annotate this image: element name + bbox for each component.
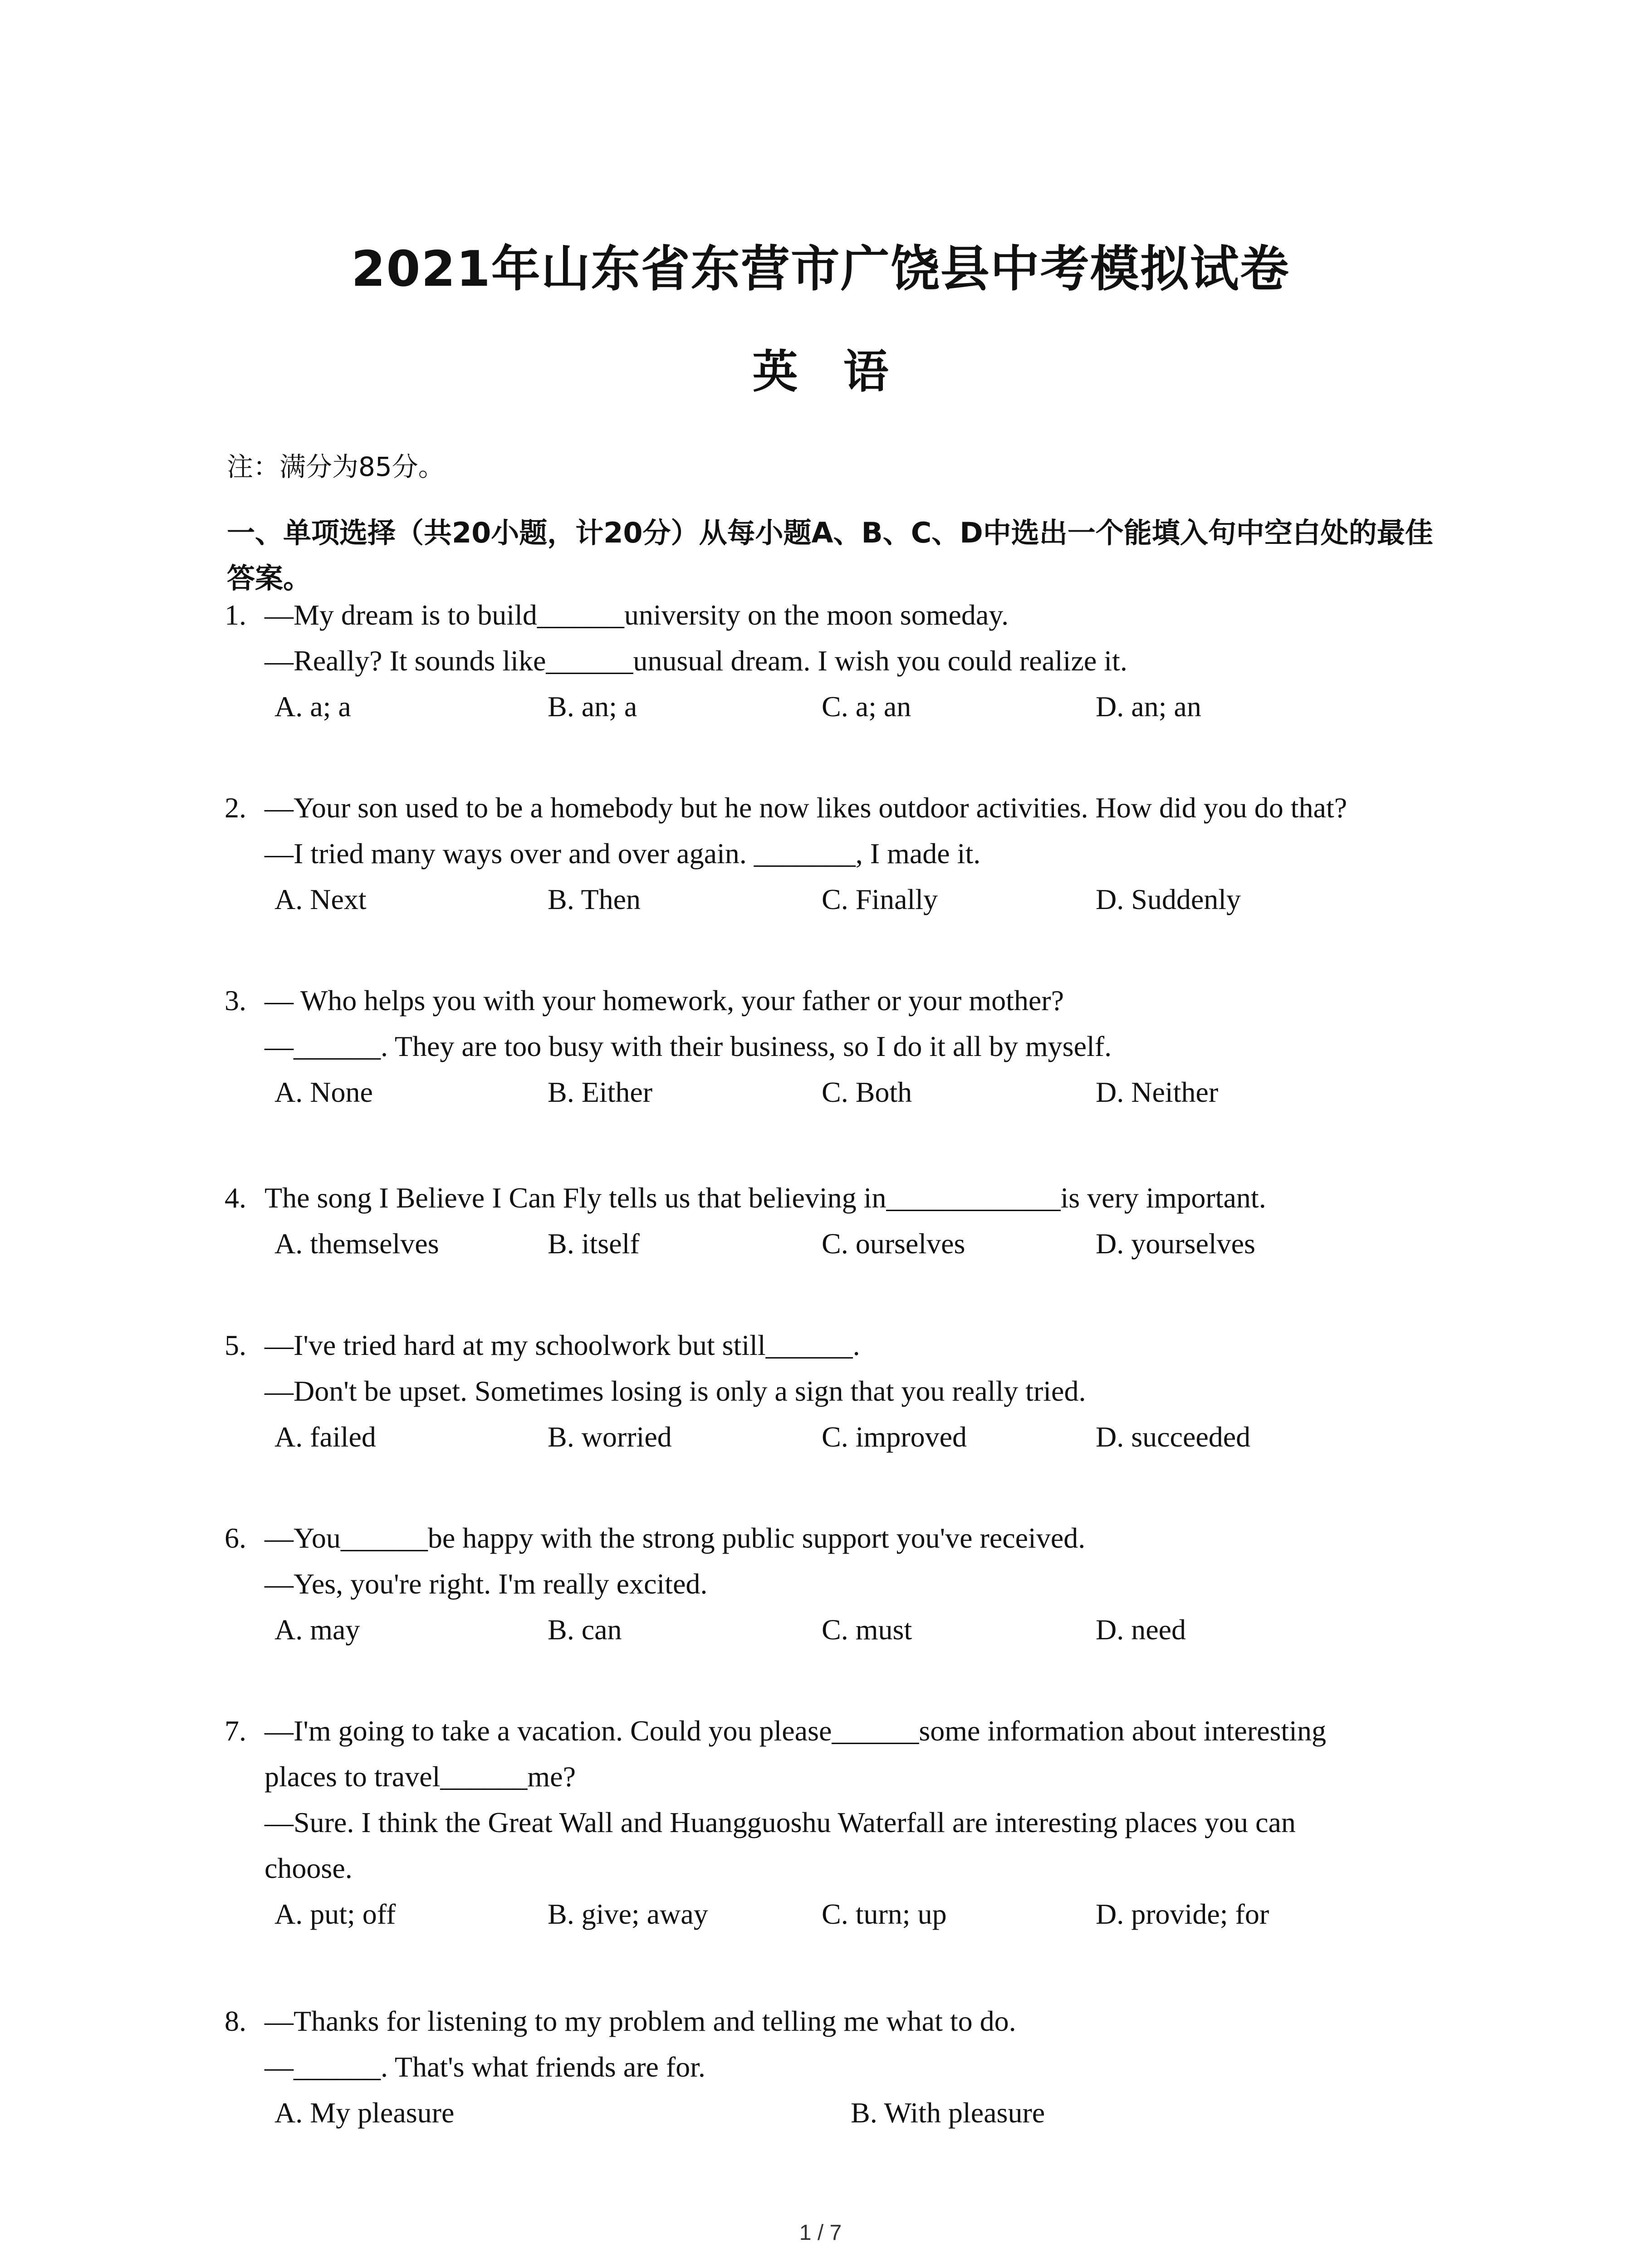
- question-item: [225, 1175, 1450, 1266]
- question-line: [225, 978, 1450, 1023]
- question-text: —You______be happy with the strong public support you've received.: [265, 1522, 1086, 1554]
- question-text: places to travel______me?: [265, 1760, 576, 1793]
- answer-option: B. Then: [548, 883, 641, 915]
- question-line: [225, 638, 1450, 684]
- answer-options: [225, 1607, 1450, 1652]
- question-text: —I'm going to take a vacation. Could you please______some information about interesting: [265, 1715, 1326, 1747]
- exam-title: 2021年山东省东营市广饶县中考模拟试卷: [351, 241, 1290, 298]
- question-line: [225, 1322, 1450, 1368]
- answer-option: B. can: [548, 1613, 622, 1646]
- question-line: [225, 831, 1450, 876]
- question-text: —Thanks for listening to my problem and telling me what to do.: [265, 2005, 1016, 2037]
- question-line: [225, 1799, 1450, 1845]
- question-item: [225, 1515, 1450, 1652]
- question-line: [225, 785, 1450, 831]
- question-text: —Yes, you're right. I'm really excited.: [265, 1568, 708, 1600]
- answer-option: C. must: [822, 1613, 912, 1646]
- question-number: 7.: [225, 1715, 246, 1747]
- question-text: —Your son used to be a homebody but he now likes outdoor activities. How did you do that?: [265, 792, 1347, 824]
- section-heading: 一、单项选择（共20小题，计20分）从每小题A、B、C、D中选出一个能填入句中空白处的最佳答案。: [227, 516, 1433, 595]
- question-line: [225, 1368, 1450, 1414]
- question-line: [225, 2044, 1450, 2090]
- question-line: [225, 1845, 1450, 1891]
- answer-option: A. may: [274, 1613, 360, 1646]
- answer-option: A. None: [274, 1076, 373, 1108]
- answer-option: A. a; a: [274, 690, 351, 723]
- question-text: —My dream is to build______university on the moon someday.: [265, 599, 1009, 631]
- question-line: [225, 1708, 1450, 1754]
- answer-option: B. Either: [548, 1076, 653, 1108]
- question-text: The song I Believe I Can Fly tells us that believing in____________is very important.: [265, 1182, 1266, 1214]
- question-text: choose.: [265, 1852, 353, 1884]
- answer-option: D. Suddenly: [1096, 883, 1241, 915]
- answer-option: C. improved: [822, 1421, 967, 1453]
- question-text: — Who helps you with your homework, your father or your mother?: [265, 984, 1064, 1017]
- answer-option: B. an; a: [548, 690, 637, 723]
- question-line: [225, 1998, 1450, 2044]
- question-item: [225, 1708, 1450, 1937]
- answer-option: C. ourselves: [822, 1227, 965, 1260]
- answer-option: A. My pleasure: [274, 2097, 455, 2129]
- answer-option: C. turn; up: [822, 1898, 947, 1930]
- answer-option: B. itself: [548, 1227, 640, 1260]
- answer-option: C. Both: [822, 1076, 912, 1108]
- answer-options: [225, 1414, 1450, 1460]
- question-number: 4.: [225, 1182, 246, 1214]
- question-item: [225, 978, 1450, 1115]
- question-item: [225, 592, 1450, 729]
- score-note: 注：满分为85分。: [227, 451, 445, 482]
- question-line: [225, 592, 1450, 638]
- question-line: [225, 1023, 1450, 1069]
- question-line: [225, 1175, 1450, 1221]
- question-number: 6.: [225, 1522, 246, 1554]
- question-text: —Really? It sounds like______unusual dream. I wish you could realize it.: [265, 645, 1127, 677]
- question-item: [225, 785, 1450, 922]
- answer-option: A. Next: [274, 883, 367, 915]
- answer-option: D. an; an: [1096, 690, 1201, 723]
- answer-option: B. give; away: [548, 1898, 708, 1930]
- answer-options: [225, 876, 1450, 922]
- answer-options: [225, 684, 1450, 729]
- answer-option: D. provide; for: [1096, 1898, 1269, 1930]
- answer-options: [225, 1221, 1450, 1266]
- answer-options: [225, 1891, 1450, 1937]
- question-item: [225, 1998, 1450, 2136]
- answer-option: D. yourselves: [1096, 1227, 1255, 1260]
- question-number: 3.: [225, 984, 246, 1017]
- question-item: [225, 1322, 1450, 1460]
- question-number: 5.: [225, 1329, 246, 1361]
- question-text: —Sure. I think the Great Wall and Huangguoshu Waterfall are interesting places you can: [265, 1806, 1296, 1838]
- answer-option: C. a; an: [822, 690, 911, 723]
- question-text: —______. That's what friends are for.: [265, 2051, 705, 2083]
- question-number: 1.: [225, 599, 246, 631]
- question-line: [225, 1561, 1450, 1607]
- page-number: 1 / 7: [799, 2221, 842, 2245]
- subject-title: 英 语: [752, 345, 889, 398]
- answer-option: C. Finally: [822, 883, 938, 915]
- question-text: —I've tried hard at my schoolwork but still______.: [265, 1329, 860, 1361]
- answer-option: A. failed: [274, 1421, 376, 1453]
- answer-option: A. themselves: [274, 1227, 439, 1260]
- question-line: [225, 1754, 1450, 1799]
- question-text: —______. They are too busy with their business, so I do it all by myself.: [265, 1030, 1112, 1062]
- answer-option: D. succeeded: [1096, 1421, 1251, 1453]
- question-line: [225, 1515, 1450, 1561]
- answer-options: [225, 1069, 1450, 1115]
- question-text: —I tried many ways over and over again. _______, I made it.: [265, 837, 981, 870]
- question-text: —Don't be upset. Sometimes losing is only a sign that you really tried.: [265, 1375, 1086, 1407]
- question-number: 2.: [225, 792, 246, 824]
- answer-option: A. put; off: [274, 1898, 396, 1930]
- answer-option: B. With pleasure: [851, 2097, 1045, 2129]
- question-number: 8.: [225, 2005, 246, 2037]
- answer-options: [225, 2090, 1450, 2136]
- answer-option: B. worried: [548, 1421, 672, 1453]
- answer-option: D. need: [1096, 1613, 1186, 1646]
- answer-option: D. Neither: [1096, 1076, 1219, 1108]
